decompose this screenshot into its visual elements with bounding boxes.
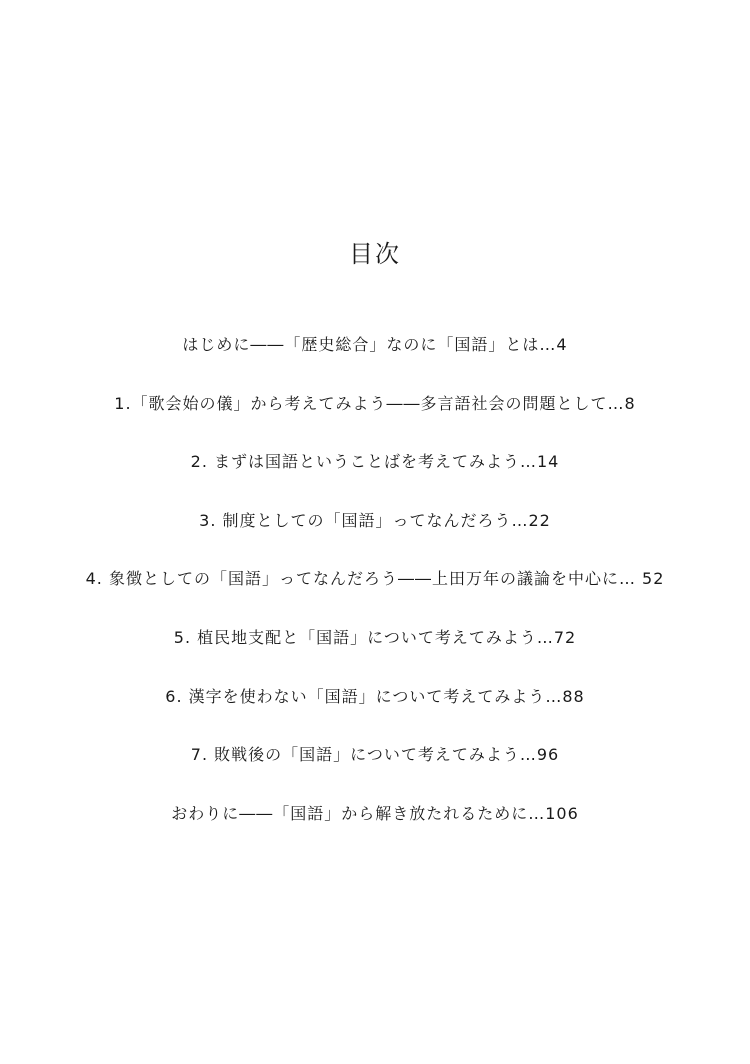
toc-entry-chapter-7[interactable]: 7. 敗戦後の「国語」について考えてみよう…96 <box>190 745 560 765</box>
toc-entry-chapter-1[interactable]: 1.「歌会始の儀」から考えてみよう――多言語社会の問題として…8 <box>114 393 636 413</box>
toc-entry-intro[interactable]: はじめに――「歴史総合」なのに「国語」とは…4 <box>182 335 568 354</box>
toc-list <box>0 330 750 857</box>
toc-entry-chapter-2[interactable]: 2. まずは国語ということばを考えてみよう…14 <box>190 452 560 472</box>
toc-entry-conclusion[interactable]: おわりに――「国語」から解き放たれるために…106 <box>171 803 579 823</box>
toc-title: 目次 <box>349 240 401 268</box>
toc-entry-chapter-6[interactable]: 6. 漢字を使わない「国語」について考えてみよう…88 <box>165 686 585 706</box>
toc-entry-chapter-3[interactable]: 3. 制度としての「国語」ってなんだろう…22 <box>199 510 551 530</box>
toc-entry-chapter-4[interactable]: 4. 象徴としての「国語」ってなんだろう――上田万年の議論を中心に… 52 <box>85 569 665 589</box>
toc-entry-chapter-5[interactable]: 5. 植民地支配と「国語」について考えてみよう…72 <box>173 627 577 647</box>
